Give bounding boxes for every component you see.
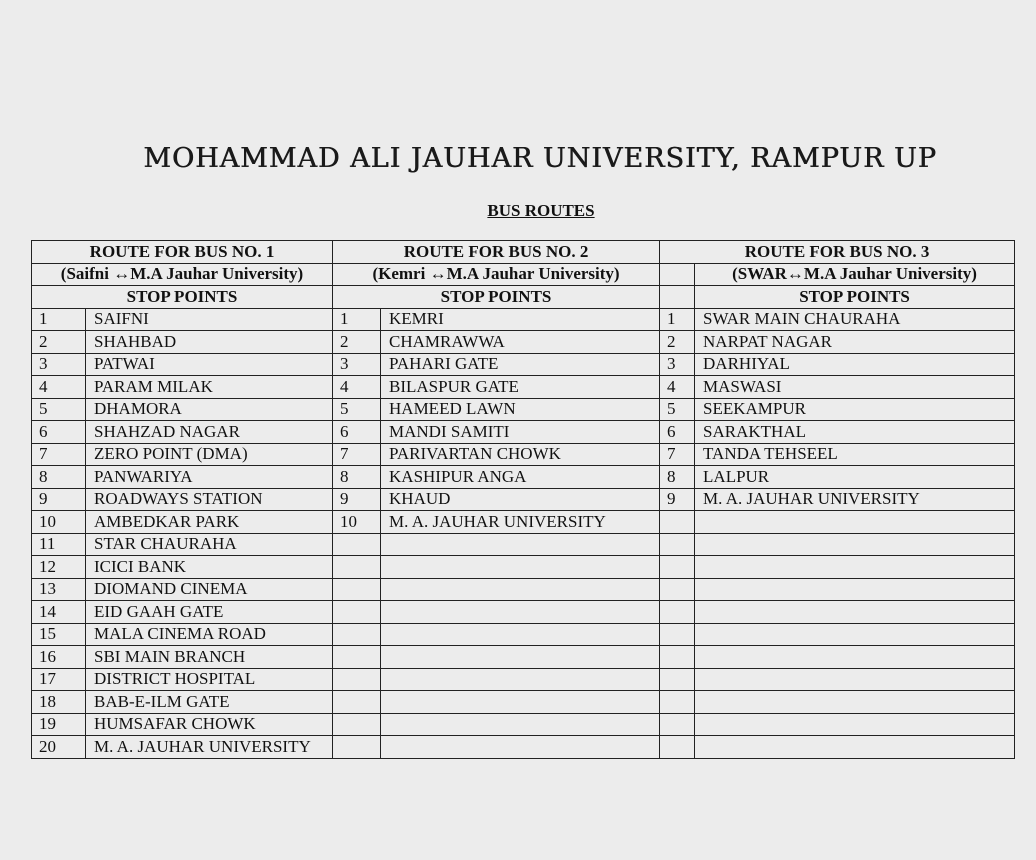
route-1-stop-name: PATWAI (86, 353, 333, 376)
route-3-stop-number: 5 (660, 398, 695, 421)
route-3-stop-name (695, 556, 1015, 579)
route-2-stop-name: PARIVARTAN CHOWK (381, 443, 660, 466)
route-3-stop-name (695, 646, 1015, 669)
route-1-stop-number: 12 (32, 556, 86, 579)
route-2-stop-name: M. A. JAUHAR UNIVERSITY (381, 511, 660, 534)
route-1-stop-name: HUMSAFAR CHOWK (86, 713, 333, 736)
route-2-stop-number (333, 578, 381, 601)
table-row (32, 353, 1015, 376)
route-3-stop-number: 7 (660, 443, 695, 466)
route-3-stop-number: 3 (660, 353, 695, 376)
stop-points-header-row (32, 286, 1015, 309)
route-1-stop-name: EID GAAH GATE (86, 601, 333, 624)
route-3-stop-number: 9 (660, 488, 695, 511)
route-3-stop-name (695, 668, 1015, 691)
route-2-stop-number: 1 (333, 308, 381, 331)
bus-routes-table (31, 240, 1015, 759)
route-1-stop-name: DHAMORA (86, 398, 333, 421)
route-1-stop-number: 5 (32, 398, 86, 421)
route-3-stop-number: 6 (660, 421, 695, 444)
route-3-stop-name (695, 623, 1015, 646)
route-1-stop-number: 20 (32, 736, 86, 759)
route-1-stop-name: PARAM MILAK (86, 376, 333, 399)
table-row (32, 668, 1015, 691)
route-1-stop-number: 17 (32, 668, 86, 691)
route-2-stop-name: KHAUD (381, 488, 660, 511)
route-2-stop-name: BILASPUR GATE (381, 376, 660, 399)
route-2-stop-name: KASHIPUR ANGA (381, 466, 660, 489)
route-1-stop-number: 3 (32, 353, 86, 376)
table-row (32, 488, 1015, 511)
route-1-stop-number: 11 (32, 533, 86, 556)
route-3-stop-name: LALPUR (695, 466, 1015, 489)
table-row (32, 511, 1015, 534)
table-row (32, 623, 1015, 646)
route-2-stop-name: PAHARI GATE (381, 353, 660, 376)
route-3-stop-name: NARPAT NAGAR (695, 331, 1015, 354)
route-3-stop-name: DARHIYAL (695, 353, 1015, 376)
page-title: MOHAMMAD ALI JAUHAR UNIVERSITY, RAMPUR UP (143, 143, 937, 174)
route-3-stop-name (695, 578, 1015, 601)
table-row (32, 713, 1015, 736)
route-2-stop-number (333, 713, 381, 736)
route-1-stop-name: SHAHBAD (86, 331, 333, 354)
route-1-stop-number: 19 (32, 713, 86, 736)
route-3-stop-number (660, 736, 695, 759)
route-3-stop-number (660, 511, 695, 534)
route-3-stop-number (660, 601, 695, 624)
route-2-stop-number (333, 533, 381, 556)
route-3-stop-name: SWAR MAIN CHAURAHA (695, 308, 1015, 331)
route-2-stop-number: 7 (333, 443, 381, 466)
route-3-stop-points-label: STOP POINTS (695, 286, 1015, 309)
route-2-stop-points-label: STOP POINTS (333, 286, 660, 309)
route-1-stop-name: MALA CINEMA ROAD (86, 623, 333, 646)
route-2-stop-number: 10 (333, 511, 381, 534)
route-3-stop-name (695, 691, 1015, 714)
route-3-path: (SWAR↔M.A Jauhar University) (695, 263, 1015, 286)
route-2-stop-number (333, 646, 381, 669)
route-2-stop-name (381, 736, 660, 759)
route-1-stop-number: 10 (32, 511, 86, 534)
table-row (32, 421, 1015, 444)
route-2-stop-name (381, 691, 660, 714)
route-3-stop-number (660, 646, 695, 669)
route-1-stop-name: DIOMAND CINEMA (86, 578, 333, 601)
route-3-stop-name: TANDA TEHSEEL (695, 443, 1015, 466)
route-2-stop-number: 6 (333, 421, 381, 444)
route-2-stop-name (381, 556, 660, 579)
route-1-stop-name: PANWARIYA (86, 466, 333, 489)
route-3-stop-number (660, 578, 695, 601)
route-2-stop-number: 2 (333, 331, 381, 354)
route-2-stop-number (333, 668, 381, 691)
route-2-stop-name: HAMEED LAWN (381, 398, 660, 421)
route-1-stop-name: BAB-E-ILM GATE (86, 691, 333, 714)
route-1-stop-name: DISTRICT HOSPITAL (86, 668, 333, 691)
route-2-heading: ROUTE FOR BUS NO. 2 (333, 241, 660, 264)
table-row (32, 578, 1015, 601)
route-heading-row (32, 241, 1015, 264)
route-3-stop-number (660, 556, 695, 579)
table-row (32, 308, 1015, 331)
route-1-stop-name: AMBEDKAR PARK (86, 511, 333, 534)
route-2-stop-number (333, 623, 381, 646)
route-2-stop-number: 5 (333, 398, 381, 421)
route-3-stop-name (695, 511, 1015, 534)
route-3-stop-number (660, 623, 695, 646)
table-row (32, 331, 1015, 354)
table-row (32, 736, 1015, 759)
route-1-stop-number: 2 (32, 331, 86, 354)
route-1-stop-number: 15 (32, 623, 86, 646)
route-2-stop-number (333, 556, 381, 579)
route-1-stop-name: ICICI BANK (86, 556, 333, 579)
table-row (32, 601, 1015, 624)
route-3-stop-name (695, 601, 1015, 624)
table-row (32, 556, 1015, 579)
route-3-stop-name (695, 533, 1015, 556)
route-1-stop-number: 4 (32, 376, 86, 399)
route-2-stop-number: 9 (333, 488, 381, 511)
route-1-path: (Saifni ↔M.A Jauhar University) (32, 263, 333, 286)
route-1-stop-name: M. A. JAUHAR UNIVERSITY (86, 736, 333, 759)
route-1-stop-number: 9 (32, 488, 86, 511)
table-row (32, 376, 1015, 399)
route-1-stop-number: 7 (32, 443, 86, 466)
route-3-heading: ROUTE FOR BUS NO. 3 (660, 241, 1015, 264)
route-1-heading: ROUTE FOR BUS NO. 1 (32, 241, 333, 264)
route-2-stop-name (381, 668, 660, 691)
route-2-stop-number: 3 (333, 353, 381, 376)
route-3-stop-number (660, 668, 695, 691)
route-1-stop-number: 1 (32, 308, 86, 331)
route-1-stop-name: SAIFNI (86, 308, 333, 331)
route-3-stop-number (660, 691, 695, 714)
route-2-stop-name (381, 646, 660, 669)
route-1-stop-number: 14 (32, 601, 86, 624)
table-row (32, 691, 1015, 714)
route-3-stop-number: 4 (660, 376, 695, 399)
route-3-path-spacer (660, 263, 695, 286)
route-2-stop-number: 8 (333, 466, 381, 489)
route-2-path: (Kemri ↔M.A Jauhar University) (333, 263, 660, 286)
route-3-stop-name: SEEKAMPUR (695, 398, 1015, 421)
route-3-stop-name (695, 736, 1015, 759)
table-row (32, 398, 1015, 421)
route-2-stop-name: KEMRI (381, 308, 660, 331)
table-row (32, 533, 1015, 556)
route-3-stop-name: SARAKTHAL (695, 421, 1015, 444)
route-2-stop-number: 4 (333, 376, 381, 399)
route-1-stop-name: ROADWAYS STATION (86, 488, 333, 511)
table-row (32, 443, 1015, 466)
route-3-stop-number (660, 713, 695, 736)
table-row (32, 466, 1015, 489)
route-2-stop-name (381, 533, 660, 556)
route-2-stop-name (381, 601, 660, 624)
route-3-stop-points-spacer (660, 286, 695, 309)
table-row (32, 646, 1015, 669)
route-1-stop-number: 8 (32, 466, 86, 489)
route-2-stop-number (333, 691, 381, 714)
route-1-stop-number: 6 (32, 421, 86, 444)
route-1-stop-number: 16 (32, 646, 86, 669)
route-2-stop-name (381, 578, 660, 601)
route-path-row (32, 263, 1015, 286)
route-3-stop-number: 1 (660, 308, 695, 331)
route-1-stop-number: 18 (32, 691, 86, 714)
route-3-stop-number: 2 (660, 331, 695, 354)
route-1-stop-name: ZERO POINT (DMA) (86, 443, 333, 466)
route-3-stop-name: MASWASI (695, 376, 1015, 399)
route-2-stop-name: CHAMRAWWA (381, 331, 660, 354)
route-2-stop-name (381, 623, 660, 646)
route-2-stop-number (333, 736, 381, 759)
route-2-stop-name (381, 713, 660, 736)
route-1-stop-points-label: STOP POINTS (32, 286, 333, 309)
route-3-stop-name (695, 713, 1015, 736)
route-2-stop-number (333, 601, 381, 624)
route-3-stop-number: 8 (660, 466, 695, 489)
route-1-stop-number: 13 (32, 578, 86, 601)
route-1-stop-name: STAR CHAURAHA (86, 533, 333, 556)
route-1-stop-name: SBI MAIN BRANCH (86, 646, 333, 669)
route-3-stop-number (660, 533, 695, 556)
route-2-stop-name: MANDI SAMITI (381, 421, 660, 444)
route-1-stop-name: SHAHZAD NAGAR (86, 421, 333, 444)
route-3-stop-name: M. A. JAUHAR UNIVERSITY (695, 488, 1015, 511)
page-subtitle: BUS ROUTES (487, 201, 595, 220)
